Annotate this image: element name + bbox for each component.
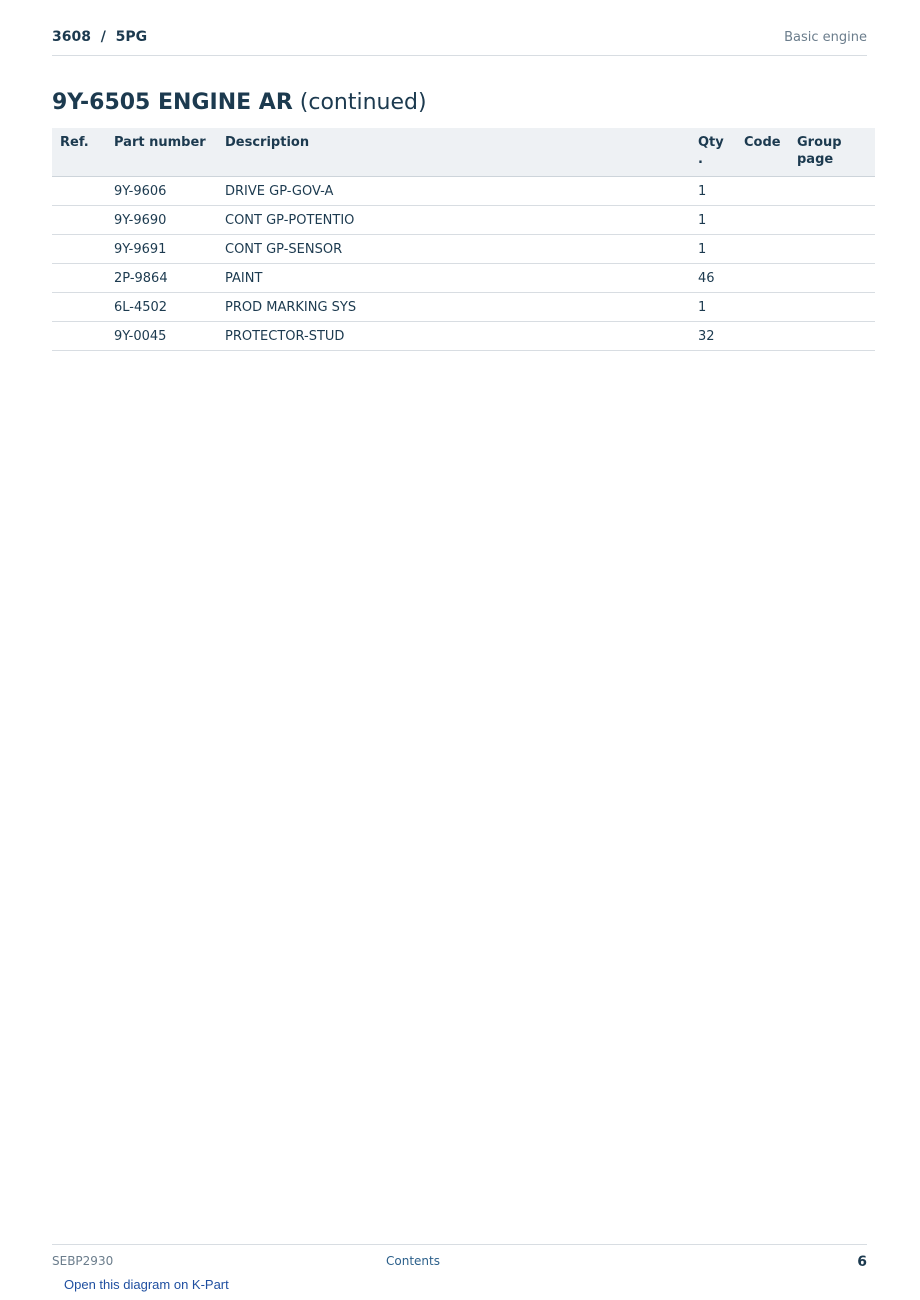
cell-qty: 1 bbox=[698, 177, 744, 206]
cell-code bbox=[744, 264, 797, 293]
contents-link[interactable]: Contents bbox=[386, 1254, 440, 1268]
table-row bbox=[52, 206, 875, 235]
table-row bbox=[52, 264, 875, 293]
column-header-code: Code bbox=[744, 128, 797, 177]
cell-description: PROTECTOR-STUD bbox=[225, 322, 698, 351]
cell-ref bbox=[52, 322, 114, 351]
parts-table bbox=[52, 128, 875, 351]
table-row bbox=[52, 177, 875, 206]
section-name: Basic engine bbox=[784, 30, 867, 45]
column-header-group-page: Group page bbox=[797, 128, 875, 177]
cell-ref bbox=[52, 235, 114, 264]
cell-qty: 46 bbox=[698, 264, 744, 293]
document-id: SEBP2930 bbox=[52, 1254, 114, 1268]
table-row bbox=[52, 293, 875, 322]
cell-part-number: 6L-4502 bbox=[114, 293, 225, 322]
table-row bbox=[52, 322, 875, 351]
open-kpart-link[interactable]: Open this diagram on K-Part bbox=[64, 1277, 229, 1292]
cell-group-page bbox=[797, 264, 875, 293]
cell-part-number: 2P-9864 bbox=[114, 264, 225, 293]
cell-part-number: 9Y-9691 bbox=[114, 235, 225, 264]
table-header-row bbox=[52, 128, 875, 177]
column-header-ref: Ref. bbox=[52, 128, 114, 177]
cell-part-number: 9Y-9606 bbox=[114, 177, 225, 206]
cell-description: PAINT bbox=[225, 264, 698, 293]
cell-ref bbox=[52, 264, 114, 293]
cell-code bbox=[744, 177, 797, 206]
column-header-qty: Qty . bbox=[698, 128, 744, 177]
cell-description: CONT GP-SENSOR bbox=[225, 235, 698, 264]
cell-code bbox=[744, 293, 797, 322]
page-footer bbox=[52, 1244, 867, 1295]
cell-part-number: 9Y-9690 bbox=[114, 206, 225, 235]
cell-qty: 1 bbox=[698, 235, 744, 264]
column-header-description: Description bbox=[225, 128, 698, 177]
cell-group-page bbox=[797, 206, 875, 235]
title-main: 9Y-6505 ENGINE AR bbox=[52, 90, 293, 115]
table-row bbox=[52, 235, 875, 264]
cell-part-number: 9Y-0045 bbox=[114, 322, 225, 351]
page-header bbox=[52, 29, 867, 56]
cell-group-page bbox=[797, 322, 875, 351]
cell-code bbox=[744, 206, 797, 235]
column-header-part-number: Part number bbox=[114, 128, 225, 177]
title-suffix: (continued) bbox=[299, 90, 427, 115]
cell-group-page bbox=[797, 177, 875, 206]
breadcrumb: 3608 / 5PG bbox=[52, 29, 148, 45]
cell-group-page bbox=[797, 235, 875, 264]
cell-ref bbox=[52, 206, 114, 235]
cell-description: PROD MARKING SYS bbox=[225, 293, 698, 322]
cell-code bbox=[744, 235, 797, 264]
cell-ref bbox=[52, 293, 114, 322]
cell-code bbox=[744, 322, 797, 351]
cell-description: CONT GP-POTENTIO bbox=[225, 206, 698, 235]
cell-description: DRIVE GP-GOV-A bbox=[225, 177, 698, 206]
cell-qty: 32 bbox=[698, 322, 744, 351]
cell-group-page bbox=[797, 293, 875, 322]
page-number: 6 bbox=[857, 1254, 867, 1270]
cell-qty: 1 bbox=[698, 206, 744, 235]
cell-qty: 1 bbox=[698, 293, 744, 322]
page-title bbox=[52, 90, 427, 115]
cell-ref bbox=[52, 177, 114, 206]
